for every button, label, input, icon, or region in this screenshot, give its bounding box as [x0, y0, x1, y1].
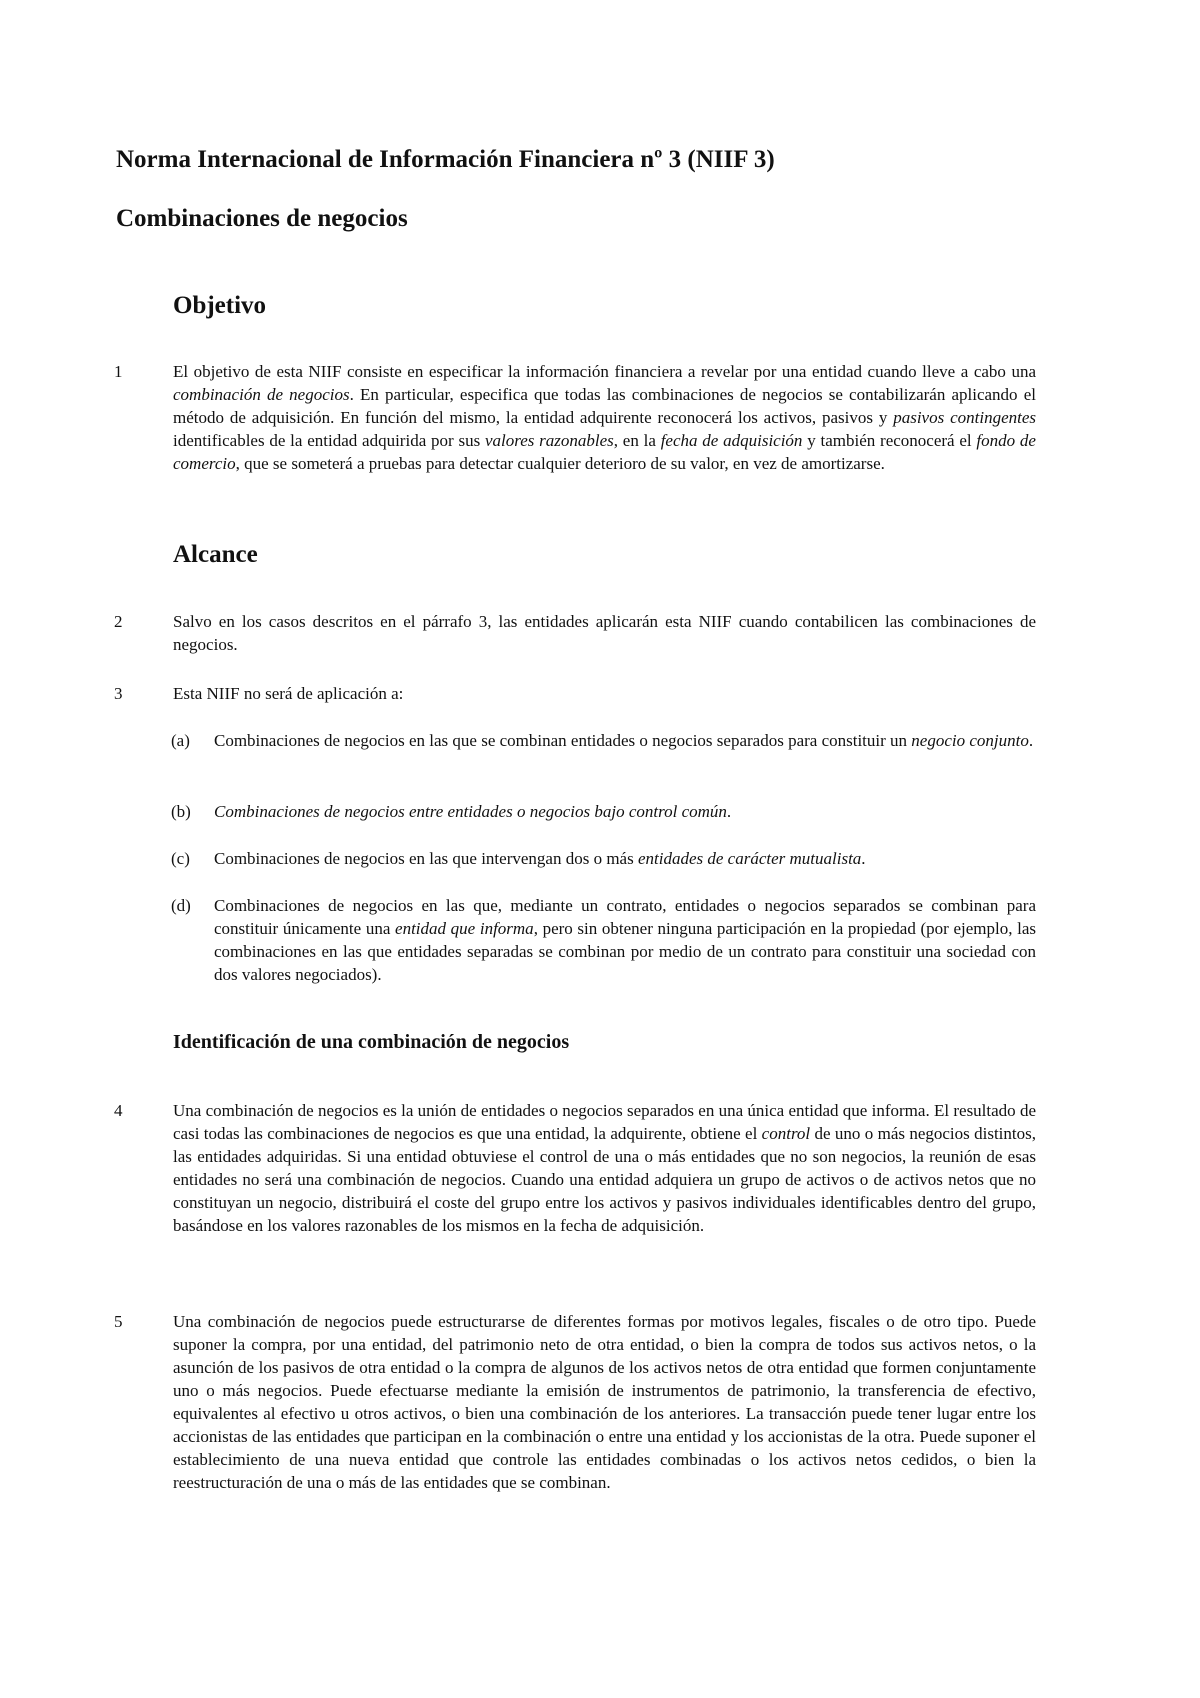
- section-heading-identificacion: Identificación de una combinación de negocios: [173, 1031, 570, 1053]
- list-item-label: (c): [171, 849, 190, 868]
- list-item-label: (a): [171, 731, 190, 750]
- list-item-text: Combinaciones de negocios en las que intervengan dos o más entidades de carácter mutualista.: [214, 849, 866, 868]
- list-item-label: (d): [171, 896, 191, 915]
- paragraph-number: 4: [114, 1101, 123, 1120]
- paragraph-number: 5: [114, 1312, 123, 1331]
- paragraph-number: 1: [114, 362, 123, 381]
- list-item-text: Combinaciones de negocios entre entidades o negocios bajo control común.: [214, 802, 732, 821]
- list-item-text: Combinaciones de negocios en las que se combinan entidades o negocios separados para constituir un negocio conjunto.: [214, 731, 1034, 750]
- list-item-label: (b): [171, 802, 191, 821]
- list-item-text: Combinaciones de negocios en las que, mediante un contrato, entidades o negocios separados se combinan para constituir únicamente una entidad que informa, pero sin obtener ninguna participación en la propiedad (por ejemplo, las combinaciones en las que entidades separadas se combinan por medio de un contrato para constituir una sociedad con dos valores negociados).: [214, 896, 1036, 984]
- paragraph-text: El objetivo de esta NIIF consiste en especificar la información financiera a revelar por una entidad cuando lleve a cabo una combinación de negocios. En particular, especifica que todas las combinaciones de negocios se contabilizarán aplicando el método de adquisición. En función del mismo, la entidad adquirente reconocerá los activos, pasivos y pasivos contingentes identificables de la entidad adquirida por sus valores razonables, en la fecha de adquisición y también reconocerá el fondo de comercio, que se someterá a pruebas para detectar cualquier deterioro de su valor, en vez de amortizarse.: [173, 362, 1036, 473]
- section-heading-objetivo: Objetivo: [173, 292, 267, 319]
- paragraph-number: 2: [114, 612, 123, 631]
- document-subtitle: Combinaciones de negocios: [116, 205, 408, 232]
- paragraph-number: 3: [114, 684, 123, 703]
- paragraph-text: Una combinación de negocios puede estructurarse de diferentes formas por motivos legales, fiscales o de otro tipo. Puede suponer la compra, por una entidad, del patrimonio neto de otra entidad, o bien la compra de todos sus activos netos, o la asunción de los pasivos de otra entidad o la compra de algunos de los activos netos de otra entidad que formen conjuntamente uno o más negocios. Puede efectuarse mediante la emisión de instrumentos de patrimonio, la transferencia de efectivo, equivalentes al efectivo u otros activos, o bien una combinación de los anteriores. La transacción puede tener lugar entre los accionistas de las entidades que participan en la combinación o entre una entidad y los accionistas de la otra. Puede suponer el establecimiento de una nueva entidad que controle las entidades combinadas o los activos netos cedidos, o bien la reestructuración de una o más de las entidades que se combinan.: [173, 1312, 1036, 1492]
- paragraph-text: Salvo en los casos descritos en el párrafo 3, las entidades aplicarán esta NIIF cuando contabilicen las combinaciones de negocios.: [173, 612, 1036, 654]
- paragraph-text: Esta NIIF no será de aplicación a:: [173, 684, 404, 703]
- section-heading-alcance: Alcance: [173, 541, 258, 568]
- paragraph-text: Una combinación de negocios es la unión de entidades o negocios separados en una única entidad que informa. El resultado de casi todas las combinaciones de negocios es que una entidad, la adquirente, obtiene el control de uno o más negocios distintos, las entidades adquiridas. Si una entidad obtuviese el control de una o más entidades que no son negocios, la reunión de esas entidades no será una combinación de negocios. Cuando una entidad adquiera un grupo de activos o de activos netos que no constituyan un negocio, distribuirá el coste del grupo entre los activos y pasivos individuales identificables dentro del grupo, basándose en los valores razonables de los mismos en la fecha de adquisición.: [173, 1101, 1036, 1235]
- document-title: Norma Internacional de Información Financiera nº 3 (NIIF 3): [116, 146, 775, 173]
